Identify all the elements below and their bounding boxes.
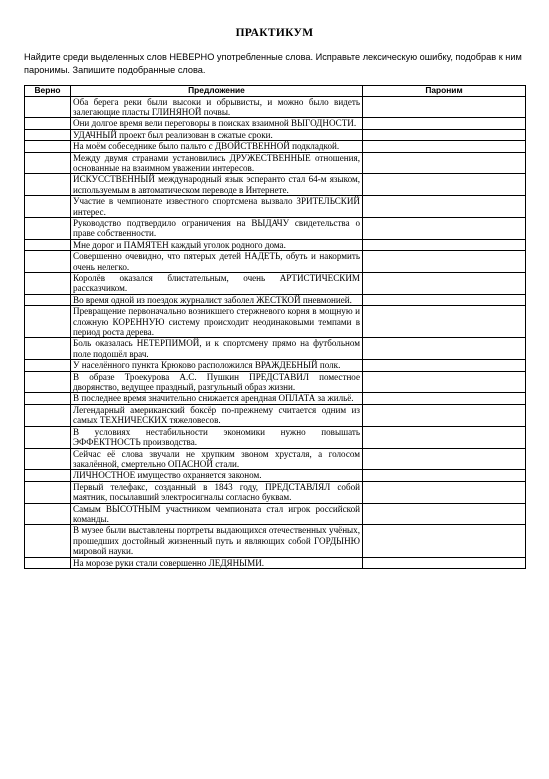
table-row (25, 96, 526, 118)
correct-cell[interactable] (25, 470, 71, 481)
table-row (25, 174, 526, 196)
table-row (25, 338, 526, 360)
paronym-cell[interactable] (363, 557, 526, 568)
correct-cell[interactable] (25, 426, 71, 448)
paronym-cell[interactable] (363, 96, 526, 118)
paronym-cell[interactable] (363, 141, 526, 152)
table-row (25, 481, 526, 503)
sentence-cell: В условиях нестабильности экономики нужно повышать ЭФФЕКТНОСТЬ производства. (71, 426, 363, 448)
paronym-cell[interactable] (363, 196, 526, 218)
paronym-cell[interactable] (363, 448, 526, 470)
correct-cell[interactable] (25, 96, 71, 118)
table-row (25, 251, 526, 273)
correct-cell[interactable] (25, 174, 71, 196)
correct-cell[interactable] (25, 196, 71, 218)
table-row (25, 393, 526, 404)
correct-cell[interactable] (25, 503, 71, 525)
sentence-cell: Сейчас её слова звучали не хрупким звоном хрусталя, а голосом закалённой, смертельно ОПАСНОЙ стали. (71, 448, 363, 470)
table-row (25, 404, 526, 426)
sentence-cell: Превращение первоначально возникшего стержневого корня в мощную и сложную КОРЕННУЮ систему происходит неодинаковыми темпами в период роста дерева. (71, 306, 363, 338)
table-row (25, 503, 526, 525)
paronym-cell[interactable] (363, 217, 526, 239)
paronym-cell[interactable] (363, 118, 526, 129)
correct-cell[interactable] (25, 338, 71, 360)
header-paronym: Пароним (363, 86, 526, 97)
sentence-cell: Руководство подтвердило ограничения на ВЫДАЧУ свидетельства о праве собственности. (71, 217, 363, 239)
correct-cell[interactable] (25, 557, 71, 568)
sentence-cell: Самым ВЫСОТНЫМ участником чемпионата стал игрок российской команды. (71, 503, 363, 525)
sentence-cell: У населённого пункта Крюково расположился ВРАЖДЕБНЫЙ полк. (71, 360, 363, 371)
table-row (25, 141, 526, 152)
sentence-cell: Первый телефакс, созданный в 1843 году, ПРЕДСТАВЛЯЛ собой маятник, посылавший электросигналы согласно буквам. (71, 481, 363, 503)
correct-cell[interactable] (25, 371, 71, 393)
sentence-cell: В последнее время значительно снижается арендная ОПЛАТА за жильё. (71, 393, 363, 404)
correct-cell[interactable] (25, 294, 71, 305)
table-row (25, 525, 526, 557)
sentence-cell: В образе Троекурова А.С. Пушкин ПРЕДСТАВИЛ поместное дворянство, ведущее праздный, разгульный образ жизни. (71, 371, 363, 393)
sentence-cell: ЛИЧНОСТНОЕ имущество охраняется законом. (71, 470, 363, 481)
paronym-cell[interactable] (363, 129, 526, 140)
sentence-cell: Легендарный американский боксёр по-прежнему считается одним из самых ТЕХНИЧЕСКИХ тяжеловесов. (71, 404, 363, 426)
sentence-cell: В музее были выставлены портреты выдающихся отечественных учёных, прошедших достойный жизненный путь и являющих собой ГОРДЫНЮ мировой науки. (71, 525, 363, 557)
sentence-cell: Мне дорог и ПАМЯТЕН каждый уголок родного дома. (71, 239, 363, 250)
table-header-row (25, 86, 526, 97)
table-row (25, 470, 526, 481)
table-row (25, 196, 526, 218)
correct-cell[interactable] (25, 360, 71, 371)
table-row (25, 448, 526, 470)
sentence-cell: ИСКУССТВЕННЫЙ международный язык эсперанто стал 64-м языком, используемым в автоматическом переводе в Интернете. (71, 174, 363, 196)
paronym-cell[interactable] (363, 251, 526, 273)
sentence-cell: На моём собеседнике было пальто с ДВОЙСТВЕННОЙ подкладкой. (71, 141, 363, 152)
correct-cell[interactable] (25, 152, 71, 174)
correct-cell[interactable] (25, 141, 71, 152)
correct-cell[interactable] (25, 481, 71, 503)
table-row (25, 217, 526, 239)
correct-cell[interactable] (25, 525, 71, 557)
paronym-cell[interactable] (363, 174, 526, 196)
sentence-cell: Оба берега реки были высоки и обрывисты, и можно было видеть залегающие пласты ГЛИНЯНОЙ почвы. (71, 96, 363, 118)
sentence-cell: Между двумя странами установились ДРУЖЕСТВЕННЫЕ отношения, основанные на взаимном уважении интересов. (71, 152, 363, 174)
correct-cell[interactable] (25, 118, 71, 129)
sentence-cell: Участие в чемпионате известного спортсмена вызвало ЗРИТЕЛЬСКИЙ интерес. (71, 196, 363, 218)
correct-cell[interactable] (25, 404, 71, 426)
sentence-cell: На морозе руки стали совершенно ЛЕДЯНЫМИ. (71, 557, 363, 568)
paronym-cell[interactable] (363, 273, 526, 295)
correct-cell[interactable] (25, 251, 71, 273)
paronym-cell[interactable] (363, 393, 526, 404)
correct-cell[interactable] (25, 306, 71, 338)
sentence-cell: Боль оказалась НЕТЕРПИМОЙ, и к спортсмену прямо на футбольном поле подошёл врач. (71, 338, 363, 360)
paronym-cell[interactable] (363, 306, 526, 338)
correct-cell[interactable] (25, 129, 71, 140)
table-row (25, 129, 526, 140)
paronym-cell[interactable] (363, 338, 526, 360)
instruction-text: Найдите среди выделенных слов НЕВЕРНО употребленные слова. Исправьте лексическую ошибку, подобрав к ним паронимы. Запишите подобранные слова. (24, 52, 522, 75)
sentence-cell: Они долгое время вели переговоры в поисках взаимной ВЫГОДНОСТИ. (71, 118, 363, 129)
table-row (25, 273, 526, 295)
paronym-cell[interactable] (363, 404, 526, 426)
table-row (25, 306, 526, 338)
paronym-cell[interactable] (363, 426, 526, 448)
sentence-cell: Королёв оказался блистательным, очень АРТИСТИЧЕСКИМ рассказчиком. (71, 273, 363, 295)
table-row (25, 360, 526, 371)
header-sentence: Предложение (71, 86, 363, 97)
paronym-cell[interactable] (363, 503, 526, 525)
paronym-cell[interactable] (363, 470, 526, 481)
correct-cell[interactable] (25, 393, 71, 404)
paronym-cell[interactable] (363, 360, 526, 371)
paronym-cell[interactable] (363, 152, 526, 174)
correct-cell[interactable] (25, 448, 71, 470)
correct-cell[interactable] (25, 273, 71, 295)
practicum-table (24, 85, 526, 569)
correct-cell[interactable] (25, 217, 71, 239)
correct-cell[interactable] (25, 239, 71, 250)
table-row (25, 294, 526, 305)
table-row (25, 371, 526, 393)
paronym-cell[interactable] (363, 481, 526, 503)
sentence-cell: Во время одной из поездок журналист заболел ЖЕСТКОЙ пневмонией. (71, 294, 363, 305)
paronym-cell[interactable] (363, 239, 526, 250)
header-correct: Верно (25, 86, 71, 97)
sentence-cell: УДАЧНЫЙ проект был реализован в сжатые сроки. (71, 129, 363, 140)
page-title: ПРАКТИКУМ (235, 27, 314, 39)
table-row (25, 118, 526, 129)
sentence-cell: Совершенно очевидно, что пятерых детей НАДЕТЬ, обуть и накормить очень нелегко. (71, 251, 363, 273)
table-row (25, 426, 526, 448)
table-row (25, 557, 526, 568)
paronym-cell[interactable] (363, 525, 526, 557)
table-row (25, 239, 526, 250)
table-row (25, 152, 526, 174)
paronym-cell[interactable] (363, 371, 526, 393)
paronym-cell[interactable] (363, 294, 526, 305)
